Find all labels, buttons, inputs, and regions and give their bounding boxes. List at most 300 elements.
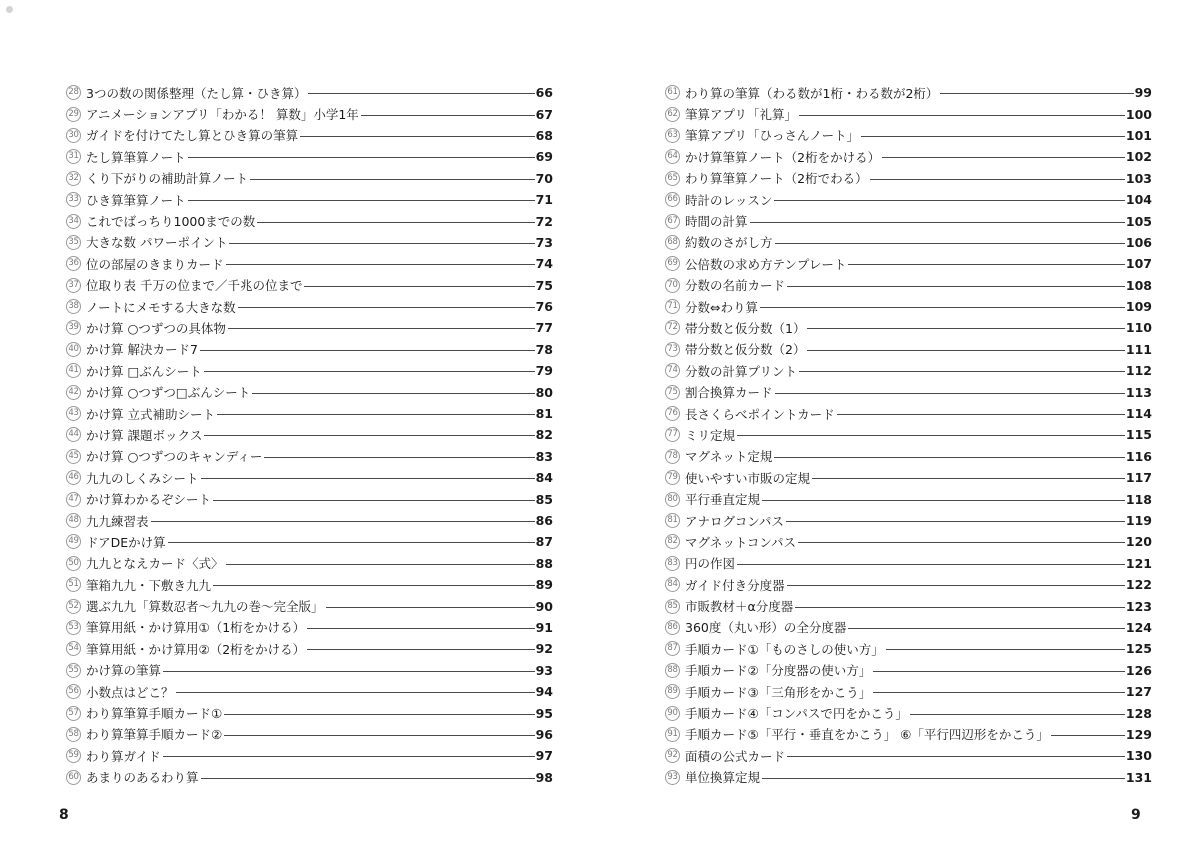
entry-title: 平行垂直定規: [685, 492, 761, 508]
entry-page-number: 89: [535, 577, 553, 593]
entry-title: 単位換算定規: [685, 770, 761, 786]
leader-line: [812, 478, 1125, 479]
toc-entry: [665, 210, 1152, 231]
toc-left-column: [66, 82, 553, 788]
entry-title: 小数点はどこ？: [86, 684, 174, 700]
entry-page-number: 70: [535, 170, 553, 186]
toc-entry: [665, 574, 1152, 595]
entry-page-number: 69: [535, 149, 553, 165]
leader-line: [787, 286, 1125, 287]
entry-title: 時間の計算: [685, 214, 748, 230]
entry-title: 手順カード①「ものさしの使い方」: [685, 641, 884, 657]
entry-title: わり算筆算手順カード②: [86, 727, 223, 743]
entry-title: 帯分数と仮分数（2）: [685, 342, 806, 358]
leader-line: [786, 521, 1125, 522]
entry-number-badge: 75: [665, 385, 680, 400]
entry-number-badge: 46: [66, 470, 81, 485]
leader-line: [229, 243, 534, 244]
leader-line: [798, 542, 1125, 543]
entry-title: かけ算 解決カード7: [86, 342, 198, 358]
toc-entry: [665, 103, 1152, 124]
entry-title: 手順カード④「コンパスで円をかこう」: [685, 706, 908, 722]
toc-entry: [66, 275, 553, 296]
leader-line: [775, 243, 1125, 244]
toc-entry: [66, 125, 553, 146]
entry-title: 分数の名前カード: [685, 278, 786, 294]
entry-number-badge: 88: [665, 663, 680, 678]
toc-entry: [665, 339, 1152, 360]
entry-number-badge: 66: [665, 192, 680, 207]
entry-page-number: 128: [1125, 705, 1152, 721]
entry-number-badge: 78: [665, 449, 680, 464]
toc-entry: [66, 146, 553, 167]
entry-number-badge: 79: [665, 470, 680, 485]
entry-page-number: 117: [1125, 470, 1152, 486]
toc-entry: [665, 724, 1152, 745]
entry-number-badge: 52: [66, 599, 81, 614]
leader-line: [837, 414, 1125, 415]
leader-line: [300, 136, 534, 137]
entry-number-badge: 35: [66, 235, 81, 250]
entry-page-number: 108: [1125, 277, 1152, 293]
entry-number-badge: 68: [665, 235, 680, 250]
leader-line: [163, 671, 535, 672]
leader-line: [200, 350, 535, 351]
entry-title: わり算ガイド: [86, 748, 161, 764]
entry-page-number: 102: [1125, 149, 1152, 165]
entry-number-badge: 81: [665, 513, 680, 528]
toc-entry: [66, 189, 553, 210]
entry-number-badge: 51: [66, 577, 81, 592]
entry-number-badge: 61: [665, 85, 680, 100]
toc-entry: [66, 424, 553, 445]
toc-entry: [665, 424, 1152, 445]
entry-title: かけ算の筆算: [86, 663, 162, 679]
leader-line: [940, 93, 1133, 94]
entry-number-badge: 89: [665, 684, 680, 699]
entry-title: 長さくらべポイントカード: [685, 406, 835, 422]
entry-title: 大きな数 パワーポイント: [86, 235, 228, 251]
toc-entry: [66, 339, 553, 360]
entry-number-badge: 41: [66, 363, 81, 378]
entry-page-number: 103: [1125, 170, 1152, 186]
entry-title: ガイド付き分度器: [685, 577, 785, 593]
entry-page-number: 94: [535, 684, 553, 700]
leader-line: [737, 564, 1125, 565]
entry-title: 割合換算カード: [685, 385, 773, 401]
leader-line: [201, 478, 535, 479]
toc-entry: [66, 745, 553, 766]
leader-line: [238, 307, 535, 308]
leader-line: [361, 115, 535, 116]
entry-title: これでばっちり1000までの数: [86, 214, 256, 230]
entry-title: 九九のしくみシート: [86, 470, 199, 486]
entry-page-number: 98: [535, 769, 553, 785]
leader-line: [176, 692, 535, 693]
entry-number-badge: 47: [66, 492, 81, 507]
entry-number-badge: 44: [66, 427, 81, 442]
toc-entry: [66, 488, 553, 509]
leader-line: [226, 264, 535, 265]
toc-entry: [66, 232, 553, 253]
toc-entry: [665, 488, 1152, 509]
entry-page-number: 83: [535, 448, 553, 464]
entry-title: 公倍数の求め方テンプレート: [685, 256, 847, 272]
leader-line: [807, 350, 1124, 351]
toc-entry: [665, 702, 1152, 723]
entry-number-badge: 83: [665, 556, 680, 571]
leader-line: [762, 500, 1125, 501]
entry-page-number: 82: [535, 427, 553, 443]
toc-entry: [66, 82, 553, 103]
entry-title: あまりのあるわり算: [86, 770, 199, 786]
entry-title: 帯分数と仮分数（1）: [685, 320, 806, 336]
toc-entry: [665, 381, 1152, 402]
entry-title: 面積の公式カード: [685, 748, 786, 764]
entry-page-number: 126: [1125, 662, 1152, 678]
entry-page-number: 125: [1125, 641, 1152, 657]
entry-number-badge: 40: [66, 342, 81, 357]
toc-entry: [665, 82, 1152, 103]
entry-title: 筆算用紙・かけ算用②（2桁をかける）: [86, 641, 306, 657]
toc-entry: [66, 595, 553, 616]
leader-line: [224, 714, 534, 715]
entry-number-badge: 34: [66, 214, 81, 229]
leader-line: [873, 671, 1125, 672]
entry-title: 筆算アプリ「ひっさんノート」: [685, 128, 860, 144]
toc-entry: [66, 253, 553, 274]
entry-number-badge: 32: [66, 171, 81, 186]
entry-number-badge: 56: [66, 684, 81, 699]
toc-entry: [66, 403, 553, 424]
entry-page-number: 78: [535, 341, 553, 357]
leader-line: [799, 371, 1125, 372]
leader-line: [760, 307, 1125, 308]
entry-page-number: 81: [535, 406, 553, 422]
entry-number-badge: 33: [66, 192, 81, 207]
entry-number-badge: 70: [665, 278, 680, 293]
leader-line: [737, 435, 1125, 436]
entry-title: かけ算筆算ノート（2桁をかける）: [685, 149, 881, 165]
toc-entry: [665, 189, 1152, 210]
entry-page-number: 119: [1125, 513, 1152, 528]
entry-number-badge: 54: [66, 641, 81, 656]
leader-line: [201, 778, 535, 779]
toc-entry: [665, 232, 1152, 253]
entry-title: 筆箱九九・下敷き九九: [86, 577, 212, 593]
entry-title: 市販教材＋α分度器: [685, 599, 794, 615]
entry-title: 九九となえカード〈式〉: [86, 556, 224, 572]
entry-page-number: 95: [535, 705, 553, 721]
entry-number-badge: 65: [665, 171, 680, 186]
leader-line: [774, 200, 1125, 201]
entry-page-number: 84: [535, 470, 553, 486]
toc-entry: [665, 446, 1152, 467]
leader-line: [168, 542, 535, 543]
entry-page-number: 129: [1125, 726, 1152, 742]
entry-page-number: 120: [1125, 534, 1152, 550]
leader-line: [1051, 735, 1125, 736]
leader-line: [774, 457, 1125, 458]
toc-entry: [66, 553, 553, 574]
entry-title: 3つの数の関係整理（たし算・ひき算）: [86, 85, 307, 101]
entry-number-badge: 50: [66, 556, 81, 571]
entry-number-badge: 85: [665, 599, 680, 614]
entry-page-number: 118: [1125, 491, 1152, 507]
entry-page-number: 76: [535, 299, 553, 315]
entry-page-number: 99: [1134, 85, 1152, 101]
toc-entry: [665, 125, 1152, 146]
leader-line: [264, 457, 534, 458]
entry-title: くり下がりの補助計算ノート: [86, 171, 249, 187]
entry-title: わり算の筆算（わる数が1桁・わる数が2桁）: [685, 85, 939, 101]
entry-number-badge: 92: [665, 748, 680, 763]
toc-entry: [665, 253, 1152, 274]
entry-title: ノートにメモする大きな数: [86, 299, 236, 315]
leader-line: [750, 222, 1125, 223]
entry-title: ひき算筆算ノート: [86, 192, 186, 208]
entry-page-number: 85: [535, 491, 553, 507]
entry-number-badge: 53: [66, 620, 81, 635]
toc-entry: [66, 168, 553, 189]
entry-page-number: 87: [535, 534, 553, 550]
entry-page-number: 97: [535, 748, 553, 764]
leader-line: [163, 756, 535, 757]
entry-page-number: 74: [535, 256, 553, 272]
toc-entry: [665, 168, 1152, 189]
entry-title: アナログコンパス: [685, 513, 784, 529]
entry-title: 手順カード③「三角形をかこう」: [685, 684, 872, 700]
entry-page-number: 116: [1125, 448, 1152, 464]
leader-line: [799, 115, 1125, 116]
entry-title: ドアDEかけ算: [86, 534, 166, 550]
toc-entry: [66, 767, 553, 788]
entry-page-number: 71: [535, 192, 553, 208]
entry-title: ガイドを付けてたし算とひき算の筆算: [86, 128, 299, 144]
leader-line: [848, 628, 1125, 629]
entry-number-badge: 93: [665, 770, 680, 785]
toc-entry: [665, 660, 1152, 681]
entry-title: 九九練習表: [86, 513, 149, 529]
leader-line: [151, 521, 535, 522]
leader-line: [870, 179, 1125, 180]
entry-number-badge: 73: [665, 342, 680, 357]
leader-line: [326, 607, 535, 608]
page-number-left: 8: [59, 807, 69, 823]
toc-entry: [665, 360, 1152, 381]
entry-page-number: 121: [1125, 555, 1152, 571]
toc-entry: [66, 446, 553, 467]
entry-title: 円の作図: [685, 556, 736, 572]
entry-page-number: 104: [1125, 192, 1152, 208]
toc-entry: [66, 510, 553, 531]
entry-number-badge: 62: [665, 107, 680, 122]
entry-page-number: 77: [535, 320, 553, 336]
leader-line: [307, 628, 534, 629]
page-number-right: 9: [1131, 807, 1141, 823]
leader-line: [188, 157, 535, 158]
toc-entry: [66, 467, 553, 488]
entry-title: わり算筆算手順カード①: [86, 706, 223, 722]
leader-line: [861, 136, 1125, 137]
entry-number-badge: 28: [66, 85, 81, 100]
entry-number-badge: 59: [66, 748, 81, 763]
entry-page-number: 93: [535, 662, 553, 678]
toc-entry: [665, 617, 1152, 638]
entry-page-number: 66: [535, 85, 553, 101]
leader-line: [873, 692, 1125, 693]
toc-entry: [665, 767, 1152, 788]
entry-page-number: 131: [1125, 769, 1152, 785]
entry-title: 使いやすい市販の定規: [685, 470, 811, 486]
entry-page-number: 106: [1125, 234, 1152, 250]
entry-page-number: 111: [1125, 341, 1152, 357]
toc-entry: [665, 403, 1152, 424]
entry-page-number: 96: [535, 726, 553, 742]
entry-number-badge: 84: [665, 577, 680, 592]
entry-title: 位の部屋のきまりカード: [86, 256, 224, 272]
toc-entry: [665, 745, 1152, 766]
toc-entry: [66, 724, 553, 745]
toc-entry: [66, 317, 553, 338]
entry-number-badge: 29: [66, 107, 81, 122]
entry-title: 位取り表 千万の位まで／千兆の位まで: [86, 278, 303, 294]
toc-entry: [66, 638, 553, 659]
leader-line: [213, 585, 535, 586]
leader-line: [188, 200, 535, 201]
leader-line: [882, 157, 1125, 158]
entry-title: 筆算アプリ「礼算」: [685, 107, 798, 123]
entry-page-number: 124: [1125, 619, 1152, 635]
entry-number-badge: 72: [665, 320, 680, 335]
toc-entry: [66, 210, 553, 231]
entry-number-badge: 45: [66, 449, 81, 464]
leader-line: [307, 649, 534, 650]
leader-line: [257, 222, 534, 223]
entry-page-number: 75: [535, 277, 553, 293]
entry-page-number: 68: [535, 127, 553, 143]
entry-number-badge: 90: [665, 706, 680, 721]
entry-number-badge: 38: [66, 299, 81, 314]
entry-number-badge: 30: [66, 128, 81, 143]
entry-page-number: 122: [1125, 577, 1152, 593]
entry-number-badge: 87: [665, 641, 680, 656]
entry-page-number: 113: [1125, 384, 1152, 400]
entry-page-number: 101: [1125, 127, 1152, 143]
entry-page-number: 110: [1125, 320, 1152, 336]
entry-number-badge: 36: [66, 256, 81, 271]
entry-number-badge: 42: [66, 385, 81, 400]
entry-page-number: 88: [535, 555, 553, 571]
entry-page-number: 100: [1125, 106, 1152, 122]
entry-title: 分数の計算プリント: [685, 363, 798, 379]
entry-page-number: 80: [535, 384, 553, 400]
entry-title: 約数のさがし方: [685, 235, 773, 251]
entry-number-badge: 55: [66, 663, 81, 678]
entry-number-badge: 64: [665, 149, 680, 164]
entry-number-badge: 86: [665, 620, 680, 635]
entry-number-badge: 39: [66, 320, 81, 335]
entry-title: かけ算 課題ボックス: [86, 427, 203, 443]
toc-entry: [665, 595, 1152, 616]
entry-number-badge: 74: [665, 363, 680, 378]
toc-entry: [66, 681, 553, 702]
entry-page-number: 91: [535, 619, 553, 635]
entry-number-badge: 77: [665, 427, 680, 442]
leader-line: [787, 756, 1125, 757]
entry-title: 手順カード⑤「平行・垂直をかこう」 ⑥「平行四辺形をかこう」: [685, 727, 1049, 743]
entry-number-badge: 60: [66, 770, 81, 785]
toc-right-column: [665, 82, 1152, 788]
entry-title: かけ算 ○つずつ□ぶんシート: [86, 385, 251, 401]
leader-line: [204, 371, 535, 372]
entry-title: かけ算 立式補助シート: [86, 406, 215, 422]
entry-title: かけ算 ○つずつの具体物: [86, 320, 226, 336]
entry-page-number: 130: [1125, 748, 1152, 764]
toc-entry: [665, 531, 1152, 552]
leader-line: [213, 500, 535, 501]
leader-line: [304, 286, 534, 287]
toc-entry: [665, 317, 1152, 338]
entry-title: アニメーションアプリ「わかる！ 算数」小学1年: [86, 107, 359, 123]
toc-entry: [66, 381, 553, 402]
leader-line: [226, 564, 535, 565]
entry-page-number: 107: [1125, 256, 1152, 272]
leader-line: [250, 179, 534, 180]
leader-line: [848, 264, 1125, 265]
entry-title: かけ算わかるぞシート: [86, 492, 212, 508]
toc-entry: [665, 638, 1152, 659]
toc-entry: [66, 531, 553, 552]
entry-title: ミリ定規: [685, 427, 736, 443]
entry-number-badge: 67: [665, 214, 680, 229]
entry-number-badge: 76: [665, 406, 680, 421]
toc-entry: [66, 702, 553, 723]
entry-title: 筆算用紙・かけ算用①（1桁をかける）: [86, 620, 306, 636]
entry-number-badge: 49: [66, 534, 81, 549]
entry-number-badge: 31: [66, 149, 81, 164]
entry-title: 360度（丸い形）の全分度器: [685, 620, 847, 636]
entry-number-badge: 37: [66, 278, 81, 293]
leader-line: [762, 778, 1125, 779]
entry-number-badge: 57: [66, 706, 81, 721]
toc-entry: [665, 275, 1152, 296]
toc-entry: [665, 553, 1152, 574]
toc-entry: [665, 467, 1152, 488]
entry-title: かけ算 ○つずつのキャンディー: [86, 449, 263, 465]
entry-title: 手順カード②「分度器の使い方」: [685, 663, 872, 679]
entry-number-badge: 80: [665, 492, 680, 507]
entry-page-number: 79: [535, 363, 553, 379]
entry-page-number: 127: [1125, 684, 1152, 700]
leader-line: [224, 735, 534, 736]
entry-number-badge: 58: [66, 727, 81, 742]
entry-number-badge: 71: [665, 299, 680, 314]
entry-page-number: 115: [1125, 427, 1152, 443]
leader-line: [252, 393, 534, 394]
leader-line: [775, 393, 1125, 394]
entry-title: たし算筆算ノート: [86, 149, 186, 165]
entry-title: わり算筆算ノート（2桁でわる）: [685, 171, 868, 187]
leader-line: [308, 93, 534, 94]
corner-dot: [6, 6, 13, 13]
entry-title: 選ぶ九九「算数忍者～九九の巻～完全版」: [86, 599, 324, 615]
entry-page-number: 114: [1125, 406, 1152, 422]
toc-entry: [665, 510, 1152, 531]
entry-number-badge: 69: [665, 256, 680, 271]
leader-line: [886, 649, 1125, 650]
toc-entry: [66, 296, 553, 317]
